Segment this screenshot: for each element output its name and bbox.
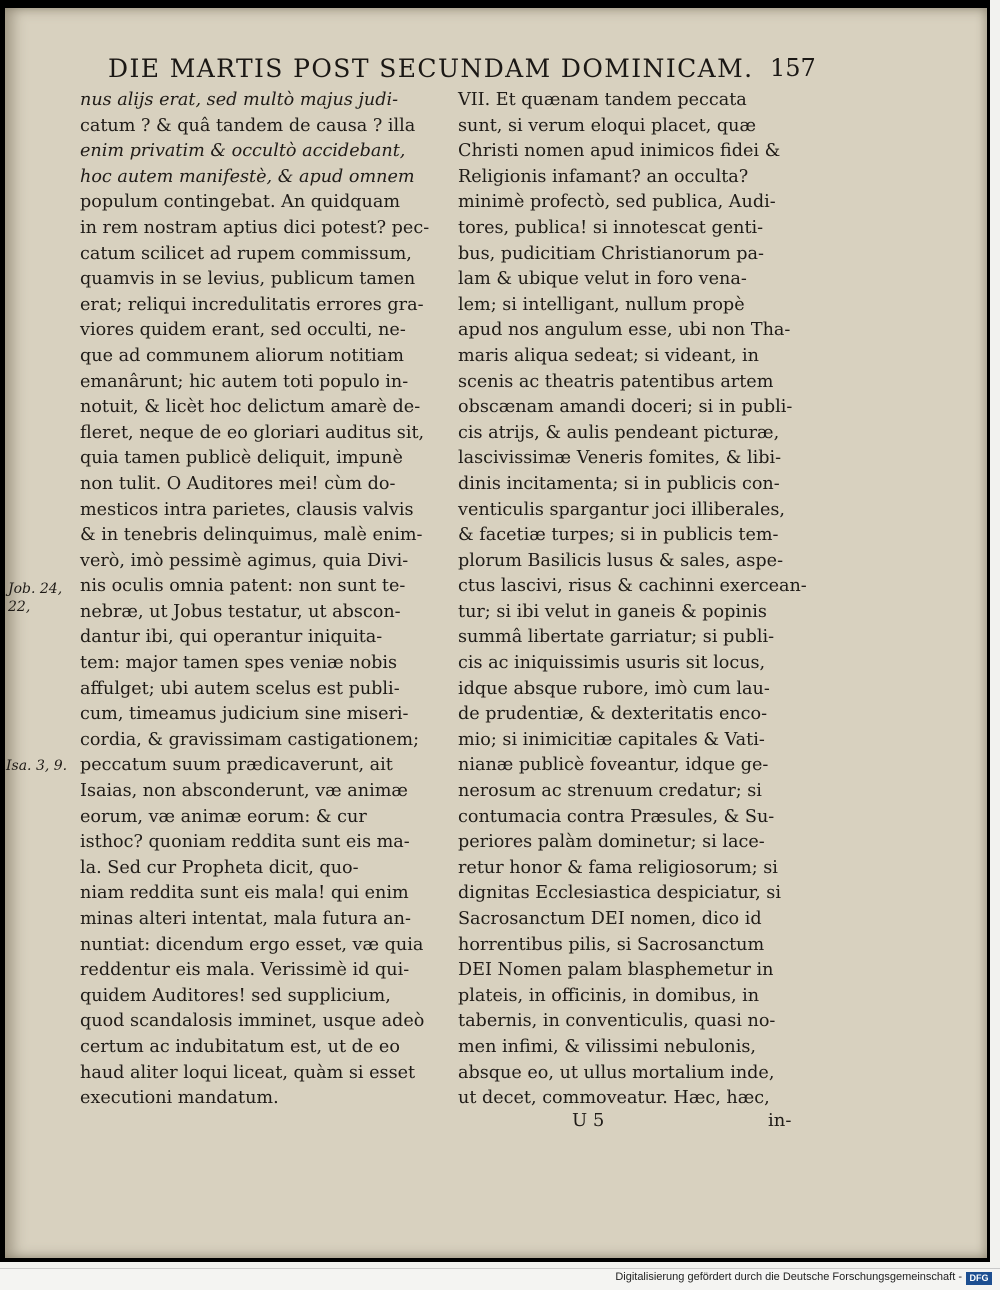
text-line: Christi nomen apud inimicos fidei & xyxy=(458,141,781,162)
text-line: nebræ, ut Jobus testatur, ut abscon- xyxy=(80,601,401,622)
page-number: 157 xyxy=(770,54,816,82)
text-line: executioni mandatum. xyxy=(80,1088,279,1109)
text-line: Isaias, non absconderunt, væ animæ xyxy=(80,781,408,802)
text-line: peccatum suum prædicaverunt, ait xyxy=(80,755,393,776)
text-line: cum, timeamus judicium sine miseri- xyxy=(80,704,409,725)
text-line: catum scilicet ad rupem commissum, xyxy=(80,243,412,264)
text-line: sunt, si verum eloqui placet, quæ xyxy=(458,115,757,136)
text-line: tabernis, in conventiculis, quasi no- xyxy=(458,1011,776,1032)
text-line: cis ac iniquissimis usuris sit locus, xyxy=(458,653,766,674)
running-title: DIE MARTIS POST SECUNDAM DOMINICAM. xyxy=(108,54,754,83)
text-line: absque eo, ut ullus mortalium inde, xyxy=(458,1062,775,1083)
text-line: & in tenebris delinquimus, malè enim- xyxy=(80,525,423,546)
text-line: emanârunt; hic autem toti populo in- xyxy=(80,371,409,392)
text-line: cis atrijs, & aulis pendeant picturæ, xyxy=(458,422,780,443)
text-line: apud nos angulum esse, ubi non Tha- xyxy=(458,320,791,341)
margin-note-job xyxy=(8,580,62,616)
text-line: dignitas Ecclesiastica despiciatur, si xyxy=(458,883,781,904)
signature-mark: U 5 xyxy=(572,1110,605,1131)
text-line: plorum Basilicis lusus & sales, aspe- xyxy=(458,550,784,571)
text-line: que ad communem aliorum notitiam xyxy=(80,345,404,366)
text-line: VII. Et quænam tandem peccata xyxy=(458,90,747,110)
right-column xyxy=(458,88,807,1112)
text-line: viores quidem erant, sed occulti, ne- xyxy=(80,320,406,341)
text-line: quamvis in se levius, publicum tamen xyxy=(80,269,416,290)
text-line: tur; si ibi velut in ganeis & popinis xyxy=(458,601,767,622)
text-line: nianæ publicè foveantur, idque ge- xyxy=(458,755,769,776)
text-line: la. Sed cur Propheta dicit, quo- xyxy=(80,857,359,878)
text-line: lam & ubique velut in foro vena- xyxy=(458,269,747,290)
text-line: & facetiæ turpes; si in publicis tem- xyxy=(458,525,779,546)
dfg-logo[interactable]: DFG xyxy=(966,1272,992,1285)
text-line: dinis incitamenta; si in publicis con- xyxy=(458,473,780,494)
text-line: enim privatim & occultò accidebant, xyxy=(80,141,406,162)
text-line: certum ac indubitatum est, ut de eo xyxy=(80,1036,400,1057)
text-line: Sacrosanctum DEI nomen, dico id xyxy=(458,909,762,929)
text-line: reddentur eis mala. Verissimè id qui- xyxy=(80,960,410,981)
text-line: lascivissimæ Veneris fomites, & libi- xyxy=(458,448,782,469)
text-line: nerosum ac strenuum credatur; si xyxy=(458,781,762,802)
text-line: notuit, & licèt hoc delictum amarè de- xyxy=(80,397,421,418)
text-line: catum ? & quâ tandem de causa ? illa xyxy=(80,115,416,136)
text-line: nuntiat: dicendum ergo esset, væ quia xyxy=(80,934,424,955)
text-line: scenis ac theatris patentibus artem xyxy=(458,371,774,392)
text-line: retur honor & fama religiosorum; si xyxy=(458,857,778,878)
text-line: de prudentiæ, & dexteritatis enco- xyxy=(458,704,768,725)
text-line: maris aliqua sedeat; si videant, in xyxy=(458,345,759,366)
text-line: plateis, in officinis, in domibus, in xyxy=(458,985,760,1006)
left-column xyxy=(80,88,430,1112)
text-line: summâ libertate garriatur; si publi- xyxy=(458,627,775,648)
footer-bar xyxy=(0,1268,1000,1290)
text-line: eorum, væ animæ eorum: & cur xyxy=(80,806,367,827)
text-line: Religionis infamant? an occulta? xyxy=(458,166,749,187)
text-line: idque absque rubore, imò cum lau- xyxy=(458,678,770,699)
text-line: quod scandalosis imminet, usque adeò xyxy=(80,1011,425,1032)
text-line: lem; si intelligant, nullum propè xyxy=(458,294,745,315)
text-line: haud aliter loqui liceat, quàm si esset xyxy=(80,1062,416,1083)
footer-credit: Digitalisierung gefördert durch die Deutsche Forschungsgemeinschaft - xyxy=(615,1271,962,1283)
text-line: nis oculis omnia patent: non sunt te- xyxy=(80,576,406,597)
margin-note-isaiah: Isa. 3, 9. xyxy=(6,758,68,774)
text-line: mesticos intra parietes, clausis valvis xyxy=(80,499,414,520)
text-line: tem: major tamen spes veniæ nobis xyxy=(80,653,398,674)
text-line: men infimi, & vilissimi nebulonis, xyxy=(458,1036,757,1057)
text-line: ut decet, commoveatur. Hæc, hæc, xyxy=(458,1088,770,1109)
text-line: populum contingebat. An quidquam xyxy=(80,192,401,213)
text-line: minas alteri intentat, mala futura an- xyxy=(80,909,411,929)
text-line: contumacia contra Præsules, & Su- xyxy=(458,806,775,827)
text-line: ctus lascivi, risus & cachinni exercean- xyxy=(458,576,807,597)
text-line: isthoc? quoniam reddita sunt eis ma- xyxy=(80,832,410,853)
text-line: venticulis spargantur joci illiberales, xyxy=(458,499,785,520)
text-line: verò, imò pessimè agimus, quia Divi- xyxy=(80,550,409,571)
text-line: fleret, neque de eo gloriari auditus sit, xyxy=(80,422,425,443)
margin-note-job-line2: 22, xyxy=(8,599,31,615)
text-line: mio; si inimicitiæ capitales & Vati- xyxy=(458,729,765,750)
text-line: niam reddita sunt eis mala! qui enim xyxy=(80,883,409,904)
text-line: minimè profectò, sed publica, Audi- xyxy=(458,192,776,213)
text-line: in rem nostram aptius dici potest? pec- xyxy=(80,217,430,238)
text-line: dantur ibi, qui operantur iniquita- xyxy=(80,627,383,648)
text-line: tores, publica! si innotescat genti- xyxy=(458,217,764,238)
text-line: cordia, & gravissimam castigationem; xyxy=(80,729,419,750)
margin-note-job-line1: Job. 24, xyxy=(8,581,63,597)
text-line: DEI Nomen palam blasphemetur in xyxy=(458,960,774,981)
catchword: in- xyxy=(768,1110,792,1131)
text-line: affulget; ubi autem scelus est publi- xyxy=(80,678,400,699)
text-line: bus, pudicitiam Christianorum pa- xyxy=(458,243,764,264)
text-line: hoc autem manifestè, & apud omnem xyxy=(80,166,415,187)
text-line: non tulit. O Auditores mei! cùm do- xyxy=(80,473,396,494)
text-line: nus alijs erat, sed multò majus judi- xyxy=(80,90,399,110)
text-line: periores palàm dominetur; si lace- xyxy=(458,832,765,853)
text-line: quia tamen publicè deliquit, impunè xyxy=(80,448,403,469)
text-line: erat; reliqui incredulitatis errores gra- xyxy=(80,294,424,315)
text-line: quidem Auditores! sed supplicium, xyxy=(80,985,391,1006)
text-line: horrentibus pilis, si Sacrosanctum xyxy=(458,934,765,955)
text-line: obscænam amandi doceri; si in publi- xyxy=(458,397,793,418)
